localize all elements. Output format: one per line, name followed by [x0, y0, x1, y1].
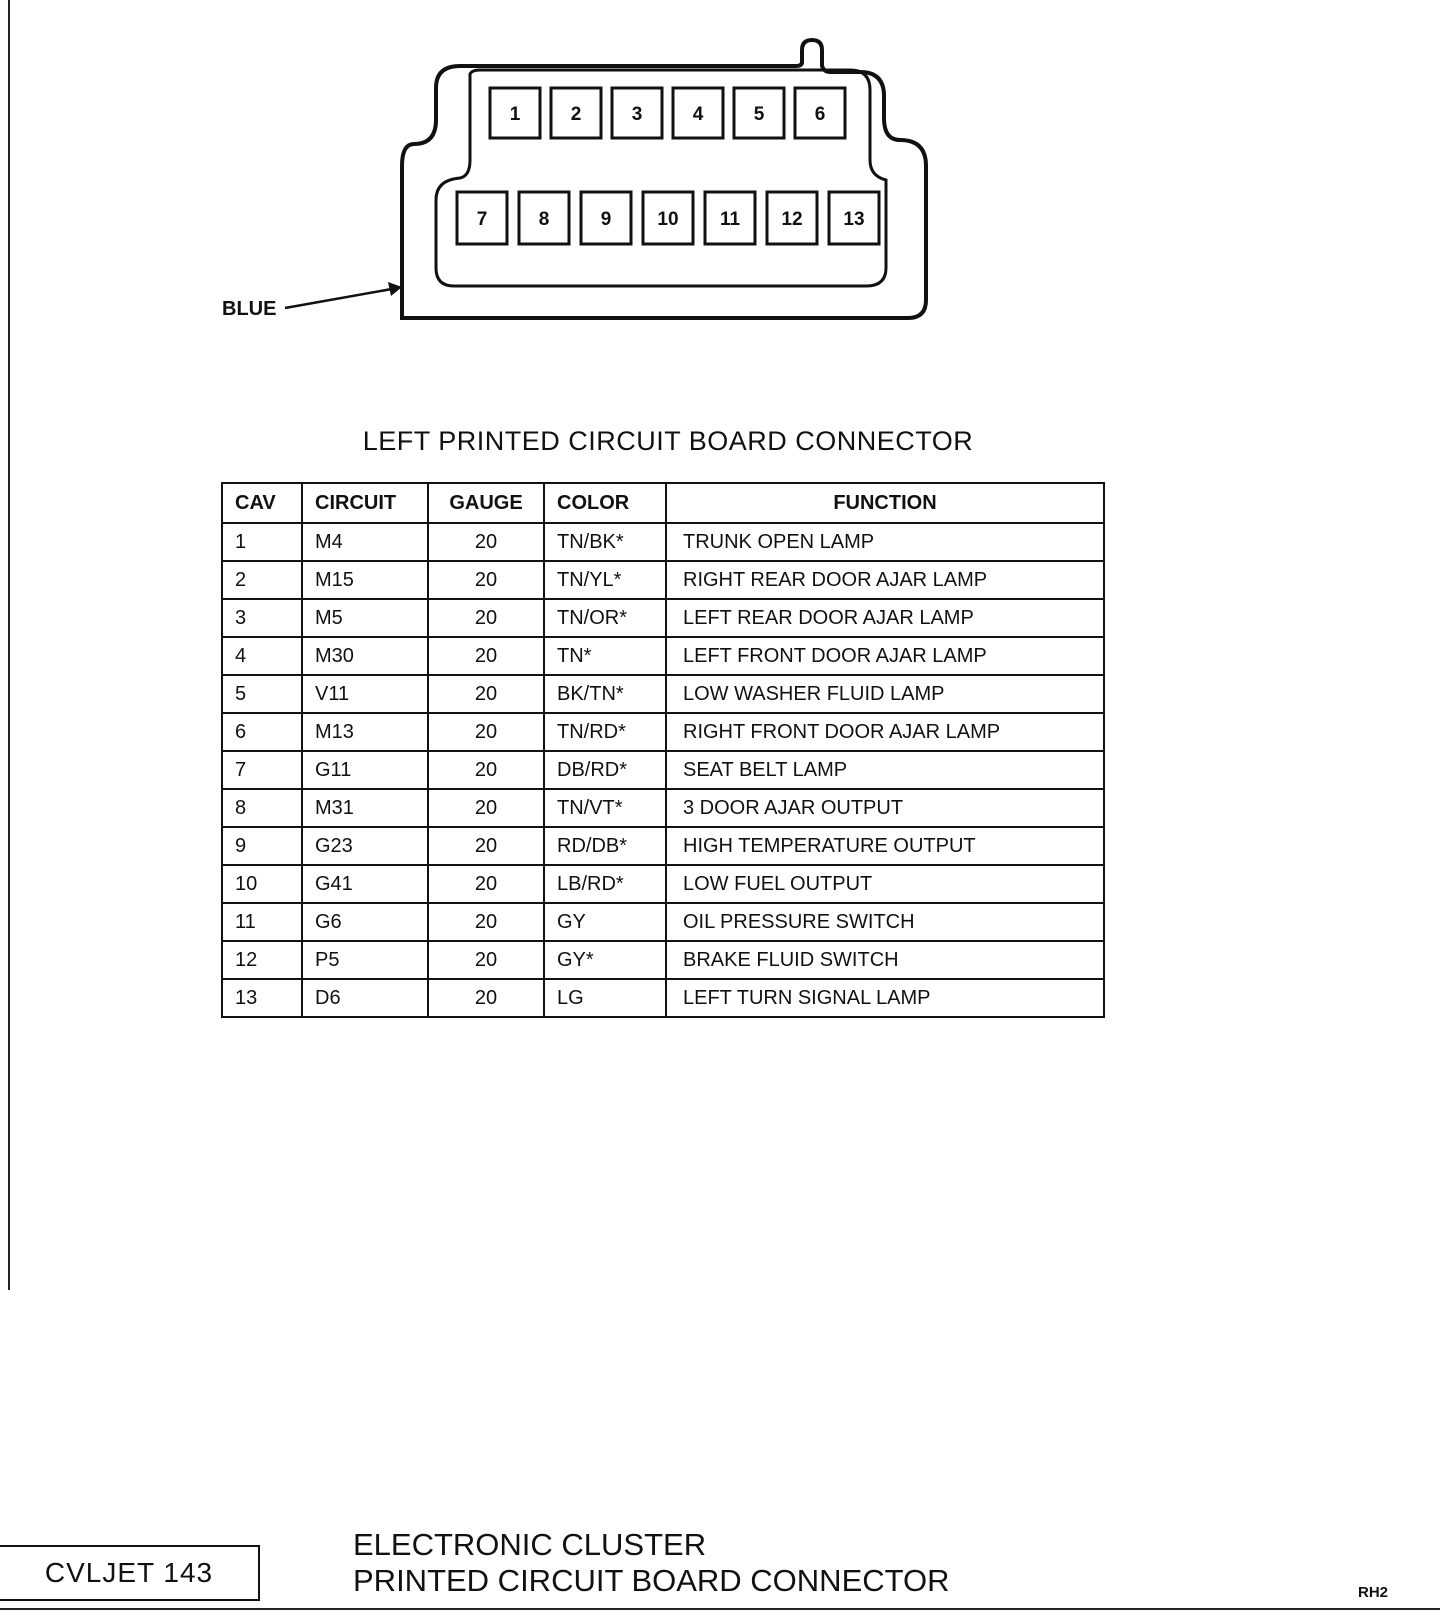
header-function: FUNCTION	[666, 483, 1104, 523]
pin-number: 8	[538, 209, 550, 230]
cell-function: 3 DOOR AJAR OUTPUT	[666, 789, 1104, 827]
table-row	[222, 789, 1104, 827]
cell-gauge: 20	[428, 713, 544, 751]
cell-color: LB/RD*	[544, 865, 666, 903]
table-row	[222, 637, 1104, 675]
pins-top-row	[490, 88, 845, 138]
cell-cav: 8	[222, 789, 302, 827]
page-code: RH2	[1358, 1584, 1389, 1601]
blue-arrow-line	[285, 289, 392, 308]
cell-cav: 11	[222, 903, 302, 941]
cell-function: HIGH TEMPERATURE OUTPUT	[666, 827, 1104, 865]
cell-color: LG	[544, 979, 666, 1017]
cell-gauge: 20	[428, 903, 544, 941]
cell-color: TN*	[544, 637, 666, 675]
cell-cav: 10	[222, 865, 302, 903]
cell-color: DB/RD*	[544, 751, 666, 789]
cell-function: RIGHT FRONT DOOR AJAR LAMP	[666, 713, 1104, 751]
cell-function: TRUNK OPEN LAMP	[666, 523, 1104, 561]
cell-gauge: 20	[428, 979, 544, 1017]
cell-circuit: M13	[302, 713, 428, 751]
cell-circuit: G23	[302, 827, 428, 865]
cell-cav: 1	[222, 523, 302, 561]
connector-housing	[402, 40, 926, 318]
pin-table	[221, 482, 1105, 1018]
cell-color: TN/VT*	[544, 789, 666, 827]
cell-color: TN/YL*	[544, 561, 666, 599]
cell-gauge: 20	[428, 789, 544, 827]
page-bottom-rule	[0, 1608, 1440, 1610]
pin-number: 6	[814, 104, 826, 125]
header-circuit: CIRCUIT	[302, 483, 428, 523]
cell-color: TN/RD*	[544, 713, 666, 751]
cell-gauge: 20	[428, 941, 544, 979]
pin-number: 5	[753, 104, 765, 125]
cell-gauge: 20	[428, 599, 544, 637]
cell-cav: 7	[222, 751, 302, 789]
cell-circuit: M5	[302, 599, 428, 637]
cell-function: LOW FUEL OUTPUT	[666, 865, 1104, 903]
cell-circuit: D6	[302, 979, 428, 1017]
pin-number: 13	[843, 209, 865, 230]
cell-cav: 4	[222, 637, 302, 675]
pin-number: 12	[781, 209, 803, 230]
cell-cav: 9	[222, 827, 302, 865]
cell-cav: 3	[222, 599, 302, 637]
cell-gauge: 20	[428, 561, 544, 599]
table-row	[222, 561, 1104, 599]
cell-cav: 2	[222, 561, 302, 599]
table-row	[222, 865, 1104, 903]
cell-cav: 5	[222, 675, 302, 713]
cell-function: BRAKE FLUID SWITCH	[666, 941, 1104, 979]
pin-number: 4	[692, 104, 704, 125]
cell-circuit: M30	[302, 637, 428, 675]
cell-circuit: M4	[302, 523, 428, 561]
cell-color: BK/TN*	[544, 675, 666, 713]
table-row	[222, 675, 1104, 713]
pin-number: 10	[657, 209, 679, 230]
table-row	[222, 751, 1104, 789]
pin-number: 7	[476, 209, 488, 230]
doc-id: CVLJET 143	[0, 1545, 260, 1601]
pin-number: 9	[600, 209, 612, 230]
header-color: COLOR	[544, 483, 666, 523]
housing-color-label: BLUE	[222, 298, 277, 320]
table-row	[222, 941, 1104, 979]
cell-circuit: M15	[302, 561, 428, 599]
cell-gauge: 20	[428, 523, 544, 561]
cell-cav: 6	[222, 713, 302, 751]
cell-function: SEAT BELT LAMP	[666, 751, 1104, 789]
cell-function: LOW WASHER FLUID LAMP	[666, 675, 1104, 713]
connector-diagram	[0, 0, 1440, 340]
cell-color: TN/OR*	[544, 599, 666, 637]
pin-number: 3	[631, 104, 643, 125]
doc-title-line1: ELECTRONIC CLUSTER	[353, 1527, 707, 1562]
header-gauge: GAUGE	[428, 483, 544, 523]
cell-circuit: M31	[302, 789, 428, 827]
cell-color: RD/DB*	[544, 827, 666, 865]
cell-cav: 12	[222, 941, 302, 979]
cell-gauge: 20	[428, 865, 544, 903]
pin-number: 11	[719, 209, 741, 230]
cell-circuit: V11	[302, 675, 428, 713]
table-row	[222, 903, 1104, 941]
table-row	[222, 713, 1104, 751]
pin-number: 2	[570, 104, 582, 125]
cell-function: LEFT FRONT DOOR AJAR LAMP	[666, 637, 1104, 675]
cell-color: GY*	[544, 941, 666, 979]
cell-function: LEFT REAR DOOR AJAR LAMP	[666, 599, 1104, 637]
cell-gauge: 20	[428, 675, 544, 713]
cell-circuit: G41	[302, 865, 428, 903]
cell-circuit: P5	[302, 941, 428, 979]
cell-gauge: 20	[428, 827, 544, 865]
pins-bottom-row	[457, 192, 879, 244]
table-title: LEFT PRINTED CIRCUIT BOARD CONNECTOR	[362, 426, 974, 456]
cell-circuit: G11	[302, 751, 428, 789]
pin-number: 1	[509, 104, 521, 125]
cell-function: OIL PRESSURE SWITCH	[666, 903, 1104, 941]
table-row	[222, 523, 1104, 561]
cell-gauge: 20	[428, 751, 544, 789]
cell-color: GY	[544, 903, 666, 941]
doc-title	[353, 1527, 950, 1599]
cell-function: RIGHT REAR DOOR AJAR LAMP	[666, 561, 1104, 599]
table-row	[222, 599, 1104, 637]
cell-cav: 13	[222, 979, 302, 1017]
header-cav: CAV	[222, 483, 302, 523]
cell-gauge: 20	[428, 637, 544, 675]
blue-arrow-head	[388, 282, 402, 296]
cell-circuit: G6	[302, 903, 428, 941]
table-header-row	[222, 483, 1104, 523]
table-row	[222, 979, 1104, 1017]
table-row	[222, 827, 1104, 865]
cell-color: TN/BK*	[544, 523, 666, 561]
cell-function: LEFT TURN SIGNAL LAMP	[666, 979, 1104, 1017]
doc-title-line2: PRINTED CIRCUIT BOARD CONNECTOR	[353, 1563, 950, 1598]
